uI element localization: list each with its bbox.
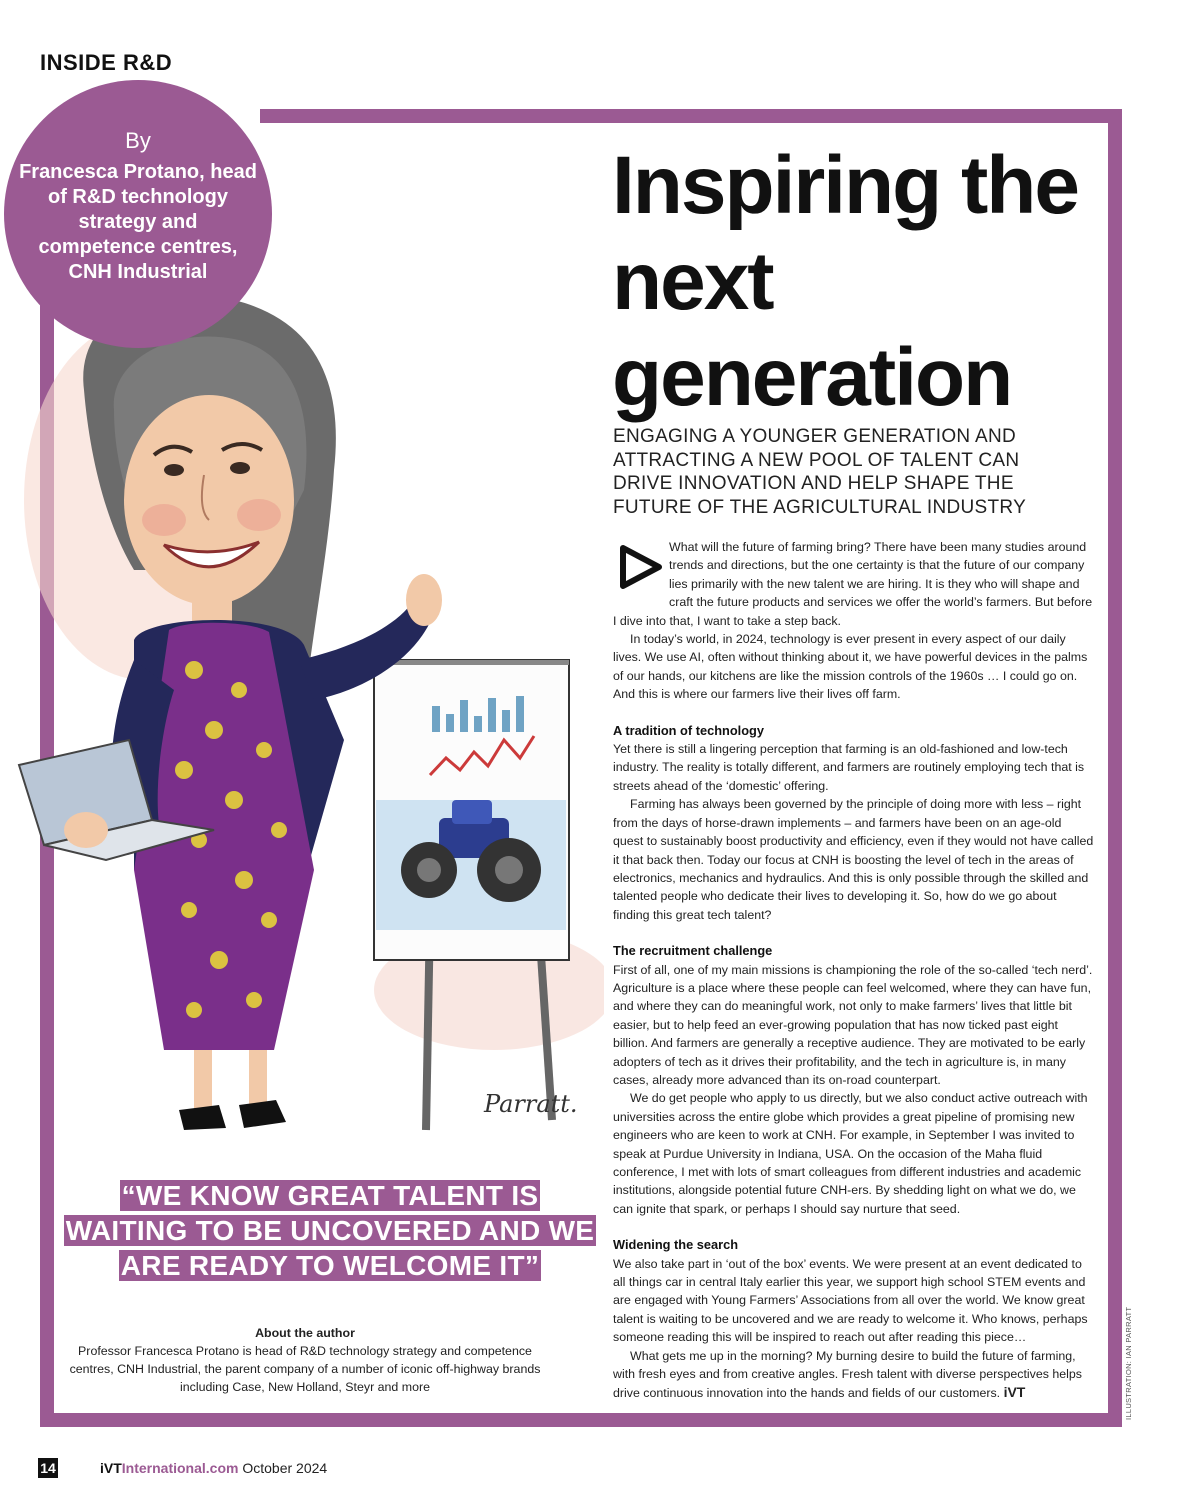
byline-author: Francesca Protano, head of R&D technology strategy and competence centres, CNH Industrial <box>19 161 257 283</box>
body-paragraph: First of all, one of my main missions is championing the role of the so-called ‘tech nerd’. Agriculture is a place where these people can feel welcomed, where they can have fun, and where they can do meaningful work, not only to make farmers’ lives that little bit easier, but to help feed an ever-growing population that has now ticked past eight billion. And farmers are generally a receptive audience. They are motivated to be early adopters of tech as it drives their profitability, and the tech in agriculture is, in many cases, already more advanced than its on-road counterpart. <box>613 962 1093 1087</box>
section-label: INSIDE R&D <box>40 50 173 75</box>
play-arrow-icon <box>613 540 669 594</box>
body-paragraph: Farming has always been governed by the principle of doing more with less – right from the days of horse-drawn implements – and farmers have been on an age-old quest to sustainably boost productivity and efficiency, even if they would not have called it that back then. Today our focus at CNH is boosting the level of tech in the areas of electronics, mechanics and hydraulics. And this is only possible through the skilled and talented people who dedicate their lives to developing it. So, how do we go about finding this great tech talent? <box>613 797 1094 922</box>
body-paragraph: We also take part in ‘out of the box’ events. We were present at an event dedicated to all things car in central Italy earlier this year, we support high school STEM events and are engaged with Young Farmers’ Associations from all over the world. We know great talent is waiting to be uncovered and we are ready to welcome it. Who knows, perhaps someone reading this will be inspired to reach out after reading this piece… <box>613 1256 1088 1345</box>
illustration-credit: ILLUSTRATION: IAN PARRATT <box>1124 1306 1133 1420</box>
footer-pub-site: International.com <box>121 1460 239 1476</box>
about-author-title: About the author <box>255 1326 355 1340</box>
footer-pub-ivt: iVT <box>100 1460 122 1476</box>
byline-by: By <box>125 128 151 153</box>
body-paragraph-final <box>613 1347 1095 1403</box>
body-paragraph: Yet there is still a lingering perception that farming is an old-fashioned and low-tech industry. The reality is totally different, and farmers are routinely employing tech that is streets ahead of the ‘domestic’ offering. <box>613 742 1085 793</box>
page-number: 14 <box>38 1458 58 1478</box>
article-headline: Inspiring the next generation <box>612 140 1078 423</box>
caricature-illustration <box>14 270 604 1150</box>
subheading-tradition: A tradition of technology <box>613 722 764 738</box>
about-author <box>62 1324 548 1396</box>
pull-quote <box>60 1178 600 1283</box>
easel <box>374 660 569 1130</box>
footer-publication <box>100 1458 327 1478</box>
subheading-widening: Widening the search <box>613 1237 739 1253</box>
footer-issue: October 2024 <box>242 1460 328 1476</box>
body-paragraph: We do get people who apply to us directly, but we also conduct active outreach with universities across the entire globe which provides a great pipeline of promising new engineers who are keen to work at CNH. For example, in September I was invited to speak at Purdue University in Indiana, USA. On the occasion of the Maha fluid conference, I met with lots of smart colleagues from different industries and academic institutions, alongside potential future CNH-ers. By shedding light on what we do, we can ignite that spark, or perhaps I should say nurture that seed. <box>613 1091 1088 1216</box>
byline-badge <box>4 80 272 348</box>
body-paragraph: What will the future of farming bring? There have been many studies around trends and directions, but the one certainty is that the future of our company lies primarily with the new talent we are hiring. It is they who will shape and craft the future products and services we offer the world’s farmers. But before I dive into that, I want to take a step back. <box>613 540 1093 628</box>
body-paragraph: In today’s world, in 2024, technology is ever present in every aspect of our daily lives. We use AI, often without thinking about it, we have powerful devices in the palms of our hands, our kitchens are like the mission controls of the 1960s … I could go on. And this is where our farmers live their lives off farm. <box>613 632 1088 702</box>
end-mark: iVT <box>1003 1384 1026 1401</box>
pull-quote-text: “WE KNOW GREAT TALENT IS WAITING TO BE UNCOVERED AND WE ARE READY TO WELCOME IT” <box>65 1180 595 1281</box>
final-paragraph-text: What gets me up in the morning? My burning desire to build the future of farming, with fresh eyes and from creative angles. Fresh talent with diverse perspectives helps drive continuous innovation into the hands and fields of our customers. <box>613 1348 1082 1401</box>
illustrator-signature: Parratt. <box>484 1090 578 1118</box>
article-standfirst: ENGAGING A YOUNGER GENERATION AND ATTRACTING A NEW POOL OF TALENT CAN DRIVE INNOVATION AND HELP SHAPE THE FUTURE OF THE AGRICULTURAL INDUSTRY <box>613 426 1027 518</box>
about-author-text: Professor Francesca Protano is head of R&D technology strategy and competence centres, CNH Industrial, the parent company of a number of iconic off-highway brands including Case, New Holland, Steyr and more <box>69 1344 541 1394</box>
subheading-recruitment: The recruitment challenge <box>613 943 773 959</box>
article-body <box>613 538 1095 1403</box>
